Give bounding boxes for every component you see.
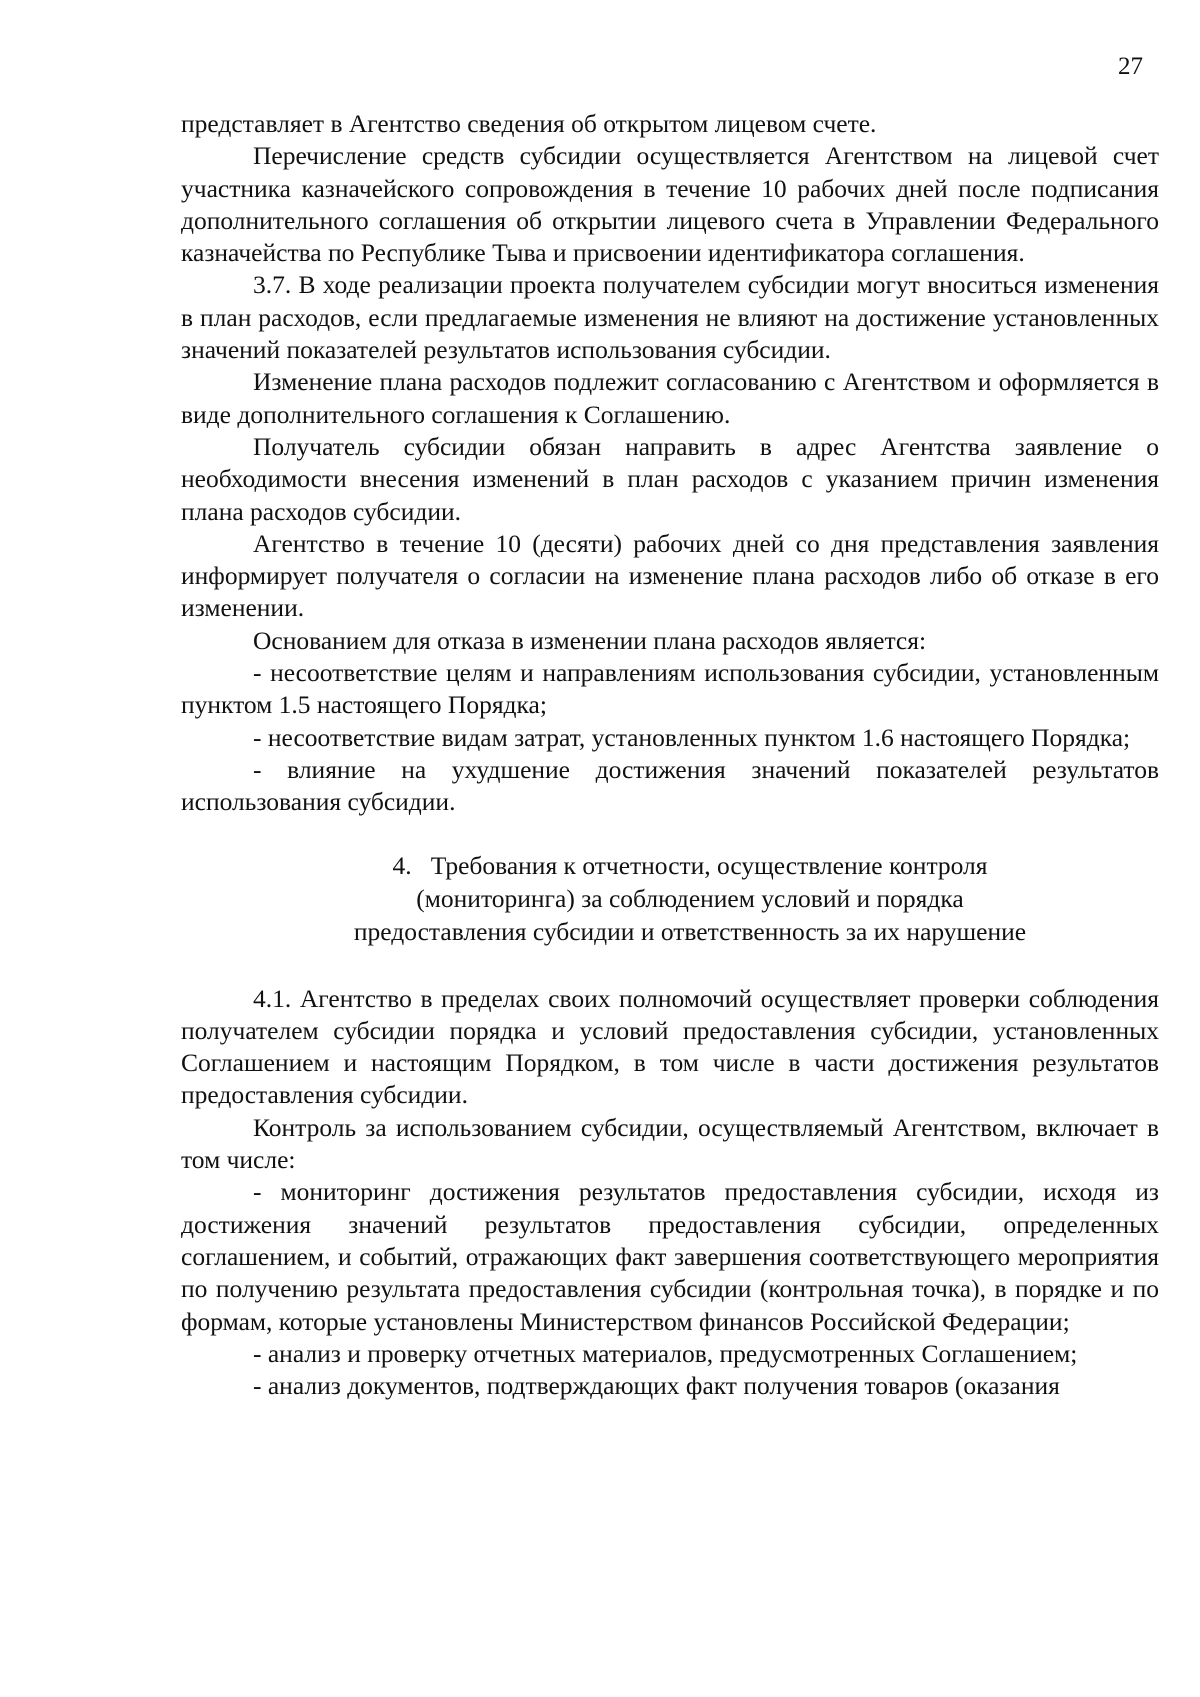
paragraph: Перечисление средств субсидии осуществляется Агентством на лицевой счет участника казначейского сопровождения в течение 10 рабочих дней после подписания дополнительного соглашения об открытии лицевого счета в Управлении Федерального казначейства по Республике Тыва и присвоении идентификатора соглашения. — [181, 141, 1159, 268]
list-item: - мониторинг достижения результатов предоставления субсидии, исходя из достижения значений результатов предоставления субсидии, определенных соглашением, и событий, отражающих факт завершения соответствующего мероприятия по получению результата предоставления субсидии (контрольная точка), в порядке и по формам, которые установлены Министерством финансов Российской Федерации; — [181, 1177, 1159, 1336]
list-item: - влияние на ухудшение достижения значений показателей результатов использования субсидии. — [181, 754, 1159, 817]
list-item: - несоответствие целям и направлениям использования субсидии, установленным пунктом 1.5 настоящего Порядка; — [181, 658, 1159, 720]
paragraph: Получатель субсидии обязан направить в адрес Агентства заявление о необходимости внесения изменений в план расходов с указанием причин изменения плана расходов субсидии. — [181, 431, 1159, 526]
paragraph: 3.7. В ходе реализации проекта получателем субсидии могут вноситься изменения в план расходов, если предлагаемые изменения не влияют на достижение установленных значений показателей результатов использования субсидии. — [181, 270, 1159, 365]
section-heading-line: (мониторинга) за соблюдением условий и порядка — [416, 883, 964, 913]
document-body — [181, 108, 1159, 1402]
paragraph: Основанием для отказа в изменении плана расходов является: — [253, 625, 927, 655]
section-heading-line: предоставления субсидии и ответственность за их нарушение — [353, 916, 1027, 946]
paragraphs-after-heading — [181, 983, 1159, 1403]
page-number: 27 — [1118, 53, 1143, 80]
paragraph: представляет в Агентство сведения об открытом лицевом счете. — [181, 109, 877, 138]
paragraph: 4.1. Агентство в пределах своих полномочий осуществляет проверки соблюдения получателем субсидии порядка и условий предоставления субсидии, установленных Соглашением и настоящим Порядком, в том числе в части достижения результатов предоставления субсидии. — [181, 983, 1159, 1110]
list-item: - анализ и проверку отчетных материалов, предусмотренных Соглашением; — [253, 1338, 1078, 1368]
paragraph: Контроль за использованием субсидии, осуществляемый Агентством, включает в том числе: — [181, 1112, 1159, 1175]
paragraph: Агентство в течение 10 (десяти) рабочих дней со дня представления заявления информирует получателя о согласии на изменение плана расходов либо об отказе в его изменении. — [181, 528, 1159, 623]
list-item: - анализ документов, подтверждающих факт получения товаров (оказания — [253, 1371, 1060, 1401]
list-item: - несоответствие видам затрат, установленных пунктом 1.6 настоящего Порядка; — [253, 722, 1131, 752]
paragraphs-before-heading — [181, 108, 1159, 819]
section-heading — [181, 849, 1159, 948]
paragraph: Изменение плана расходов подлежит согласованию с Агентством и оформляется в виде дополнительного соглашения к Соглашению. — [181, 367, 1159, 429]
section-heading-line: 4. Требования к отчетности, осуществление контроля — [392, 850, 988, 880]
